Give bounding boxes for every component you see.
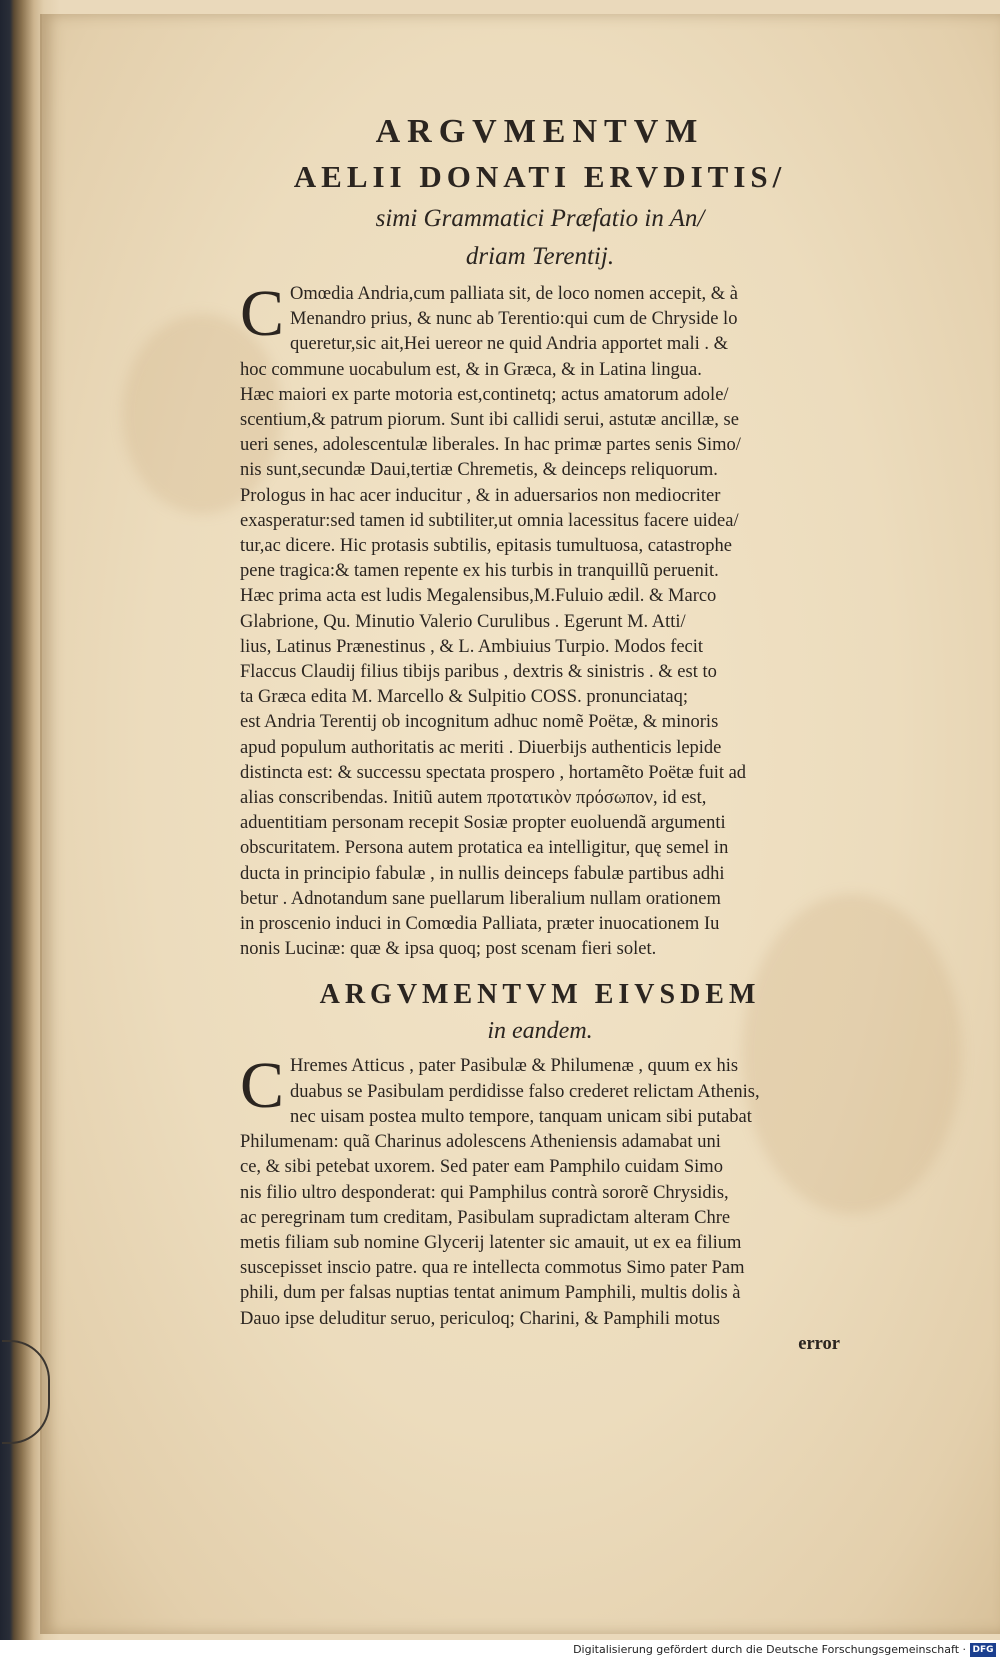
text-line: Philumenam: quã Charinus adolescens Atheniensis adamabat uni	[240, 1132, 721, 1153]
text-line: Hremes Atticus , pater Pasibulæ & Philumenæ , quum ex his	[290, 1056, 739, 1077]
page-text	[240, 110, 840, 1357]
text-line: Flaccus Claudij filius tibijs paribus , dextris & sinistris . & est to	[240, 662, 717, 683]
text-line: suscepisset inscio patre. qua re intellecta commotus Simo pater Pam	[240, 1258, 745, 1279]
text-line: ducta in principio fabulæ , in nullis deinceps fabulæ partibus adhi	[240, 863, 725, 884]
section-heading: ARGVMENTVM EIVSDEM	[319, 979, 761, 1011]
footer-credit: Digitalisierung gefördert durch die Deutsche Forschungsgemeinschaft ·	[573, 1643, 966, 1656]
text-line: duabus se Pasibulam perdidisse falso crederet relictam Athenis,	[290, 1081, 760, 1102]
argument-paragraph	[240, 1049, 840, 1356]
text-line: betur . Adnotandum sane puellarum liberalium nullam orationem	[240, 888, 721, 909]
text-line: Glabrione, Qu. Minutio Valerio Curulibus . Egerunt M. Atti/	[240, 611, 686, 632]
title-line-3: simi Grammatici Præfatio in An/	[375, 205, 705, 232]
text-line: ta Græca edita M. Marcello & Sulpitio COSS. pronunciataq;	[240, 687, 689, 708]
text-line: nonis Lucinæ: quæ & ipsa quoq; post scenam fieri solet.	[240, 939, 657, 960]
title-line-4: driam Terentij.	[465, 243, 615, 270]
dfg-logo: DFG	[970, 1643, 996, 1657]
text-line: Menandro prius, & nunc ab Terentio:qui cum de Chryside lo	[290, 309, 738, 330]
title-line-2: AELII DONATI ERVDITIS/	[293, 159, 787, 194]
text-line: pene tragica:& tamen repente ex his turbis in tranquillũ peruenit.	[240, 561, 719, 582]
text-line: metis filiam sub nomine Glycerij latenter sic amauit, ut ex ea filium	[240, 1232, 742, 1253]
text-line: Dauo ipse deluditur seruo, periculoq; Charini, & Pamphili motus	[240, 1308, 720, 1329]
preface-paragraph	[240, 277, 840, 962]
footer-bar	[0, 1640, 1000, 1661]
text-line: in proscenio induci in Comœdia Palliata, præter inuocationem Iu	[240, 914, 720, 935]
text-line: distincta est: & successu spectata prospero , hortamẽto Poëtæ fuit ad	[240, 762, 747, 783]
text-line: tur,ac dicere. Hic protasis subtilis, epitasis tumultuosa, catastrophe	[240, 536, 732, 557]
text-line: nec uisam postea multo tempore, tanquam unicam sibi putabat	[290, 1106, 752, 1127]
text-line: ac peregrinam tum creditam, Pasibulam supradictam alteram Chre	[240, 1207, 731, 1228]
text-line: Prologus in hac acer inducitur , & in aduersarios non mediocriter	[240, 485, 721, 506]
text-line: nis sunt,secundæ Daui,tertiæ Chremetis, & deinceps reliquorum.	[240, 460, 718, 481]
text-line: hoc commune uocabulum est, & in Græca, & in Latina lingua.	[240, 359, 702, 380]
drop-cap: C	[240, 277, 285, 350]
text-line: est Andria Terentij ob incognitum adhuc nomẽ Poëtæ, & minoris	[240, 712, 719, 733]
section-subheading: in eandem.	[487, 1018, 593, 1045]
title-line-1: ARGVMENTVM	[375, 113, 705, 150]
text-line: ce, & sibi petebat uxorem. Sed pater eam Pamphilo cuidam Simo	[240, 1157, 723, 1178]
text-line: aduentitiam personam recepit Sosiæ propter euoluendã argumenti	[240, 813, 726, 834]
catchword: error	[798, 1333, 840, 1354]
text-line: exasperatur:sed tamen id subtiliter,ut omnia lacessitus facere uidea/	[240, 510, 739, 531]
text-line: phili, dum per falsas nuptias tentat animum Pamphili, multis dolis à	[240, 1283, 741, 1304]
drop-cap: C	[240, 1049, 285, 1123]
text-line: scentium,& patrum piorum. Sunt ibi callidi serui, astutæ ancillæ, se	[240, 410, 739, 431]
text-line: alias conscribendas. Initiũ autem προτατικὸν πρόσωπον, id est,	[240, 788, 707, 809]
text-line: obscuritatem. Persona autem protatica ea intelligitur, quę semel in	[240, 838, 729, 859]
text-line: Hæc maiori ex parte motoria est,continetq; actus amatorum adole/	[240, 384, 729, 405]
text-line: apud populum authoritatis ac meriti . Diuerbijs authenticis lepide	[240, 737, 722, 758]
text-line: nis filio ultro desponderat: qui Pamphilus contrà sororẽ Chrysidis,	[240, 1182, 729, 1203]
text-line: ueri senes, adolescentulæ liberales. In hac primæ partes senis Simo/	[240, 435, 741, 456]
text-line: lius, Latinus Prænestinus , & L. Ambiuius Turpio. Modos fecit	[240, 636, 704, 657]
text-line: queretur,sic ait,Hei uereor ne quid Andria apportet mali . &	[290, 334, 729, 355]
text-line: Omœdia Andria,cum palliata sit, de loco nomen accepit, & à	[290, 284, 739, 304]
text-line: Hæc prima acta est ludis Megalensibus,M.Fuluio ædil. & Marco	[240, 586, 717, 607]
